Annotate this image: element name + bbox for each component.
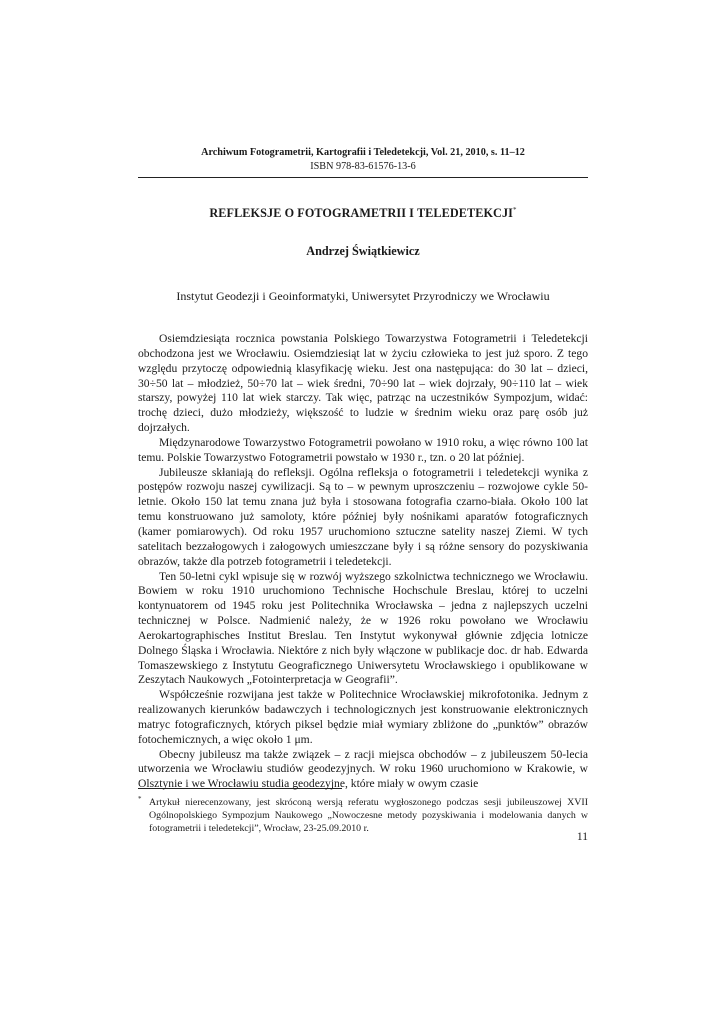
author-affiliation: Instytut Geodezji i Geoinformatyki, Uniwersytet Przyrodniczy we Wrocławiu: [176, 289, 550, 303]
title-footnote-mark: *: [512, 206, 517, 214]
page-number: 11: [576, 831, 588, 843]
body-paragraph: Międzynarodowe Towarzystwo Fotogrametrii powołano w 1910 roku, a więc równo 100 lat temu. Polskie Towarzystwo Fotogrametrii powstało w 1930 r., tzn. o 20 lat później.: [138, 435, 588, 464]
header-divider: [138, 177, 588, 178]
body-paragraph: Obecny jubileusz ma także związek – z racji miejsca obchodów – z jubileuszem 50-lecia utworzenia we Wrocławiu studiów geodezyjnych. W roku 1960 uruchomiono w Krakowie, w Olsztynie i we Wrocławiu studia geodezyjne, które miały w owym czasie: [138, 747, 588, 791]
footnote: [138, 796, 588, 835]
body-paragraph: Współcześnie rozwijana jest także w Politechnice Wrocławskiej mikrofotonika. Jednym z realizowanych kierunków badawczych i technologicznych jest konstruowanie elektronicznych matryc fotograficznych, których piksel będzie miał wymiary zbliżone do „punktów” obrazów fotochemicznych, a więc około 1 μm.: [138, 688, 588, 746]
author-name: Andrzej Świątkiewicz: [306, 244, 420, 258]
body-paragraph: Jubileusze skłaniają do refleksji. Ogólna refleksja o fotogrametrii i teledetekcji wynika z postępów rozwoju naszej cywilizacji. Są to – w pewnym uproszczeniu – rozwojowe cykle 50-letnie. Około 150 lat temu znana już była i stosowana fotografia czarno-biała. Około 100 lat temu konstruowano już samoloty, które później były nośnikami aparatów fotograficznych (kamer pomiarowych). Od roku 1957 uruchomiono sztuczne satelity naszej Ziemi. W tych satelitach bezzałogowych i załogowych umieszczane były i są różne sensory do pozyskiwania obrazów, także dla potrzeb fotogrametrii i teledetekcji.: [138, 465, 588, 568]
journal-citation: Archiwum Fotogrametrii, Kartografii i Teledetekcji, Vol. 21, 2010, s. 11–12: [201, 147, 525, 158]
body-paragraph: Ten 50-letni cykl wpisuje się w rozwój wyższego szkolnictwa technicznego we Wrocławiu. Bowiem w roku 1910 uruchomiono Technische Hochschule Breslau, której to uczelni kontynuatorem od 1945 roku jest Politechnika Wrocławska – jedna z najlepszych uczelni technicznej w Polsce. Nadmienić należy, że w 1926 roku powołano we Wrocławiu Aerokartographisches Institut Breslau. Ten Instytut wykonywał głównie zdjęcia lotnicze Dolnego Śląska i Wrocławia. Niektóre z nich były włączone w publikacje doc. dr hab. Edwarda Tomaszewskiego z Instytutu Geograficznego Uniwersytetu Wrocławskiego i opublikowane w Zeszytach Naukowych „Fotointerpretacja w Geografii”.: [138, 569, 588, 687]
article-title: [138, 206, 588, 221]
journal-header: [138, 146, 588, 174]
footnote-text: Artykuł nierecenzowany, jest skróconą wersją referatu wygłoszonego podczas sesji jubileuszowej XVII Ogólnopolskiego Sympozjum Naukowego „Nowoczesne metody pozyskiwania i modelowania danych w fotogrametrii i teledetekcji”, Wrocław, 23-25.09.2010 r.: [149, 797, 588, 834]
article-title-text: REFLEKSJE O FOTOGRAMETRII I TELEDETEKCJI: [209, 206, 513, 221]
footnote-divider: [138, 788, 342, 789]
article-body: [138, 332, 588, 792]
footnote-mark: *: [138, 795, 142, 803]
isbn: ISBN 978-83-61576-13-6: [310, 161, 416, 172]
body-paragraph: Osiemdziesiąta rocznica powstania Polskiego Towarzystwa Fotogrametrii i Teledetekcji obchodzona jest we Wrocławiu. Osiemdziesiąt lat w życiu człowieka to jest już sporo. Z tego względu przytoczę odpowiednią klasyfikację wieku. Jest ona następująca: do 30 lat – dzieci, 30÷50 lat – młodzież, 50÷70 lat – wiek średni, 70÷90 lat – wiek dojrzały, 90÷110 lat – wiek starszy, powyżej 110 lat wiek starczy. Tak więc, patrząc na uczestników Sympozjum, widać: trochę dzieci, dużo młodzieży, większość to ludzie w średnim wieku oraz parę osób już dojrzałych.: [138, 332, 588, 435]
